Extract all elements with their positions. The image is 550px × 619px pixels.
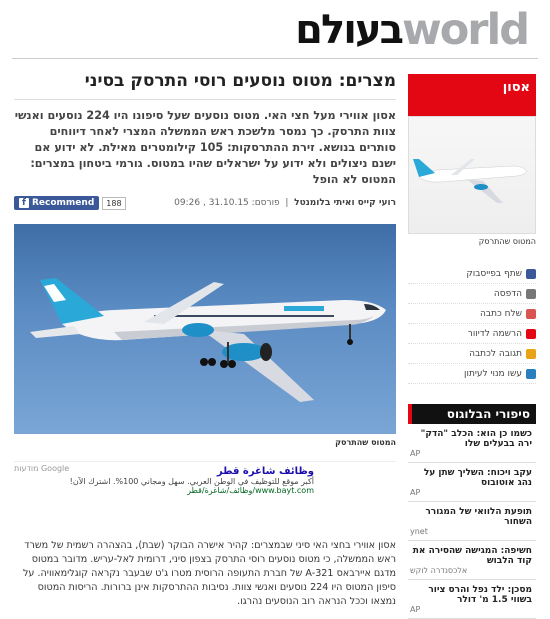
blog-title: מסכן: ילד נפל והרס ציור בשווי 1.5 מ' דולר [428, 585, 532, 605]
blog-title: עקב ויכוח: השליך שתן על נהג אוטובוס [423, 468, 532, 488]
tool-label: עשו מנוי לעיתון [464, 368, 522, 379]
tool-label: הרשמה לדיוור [467, 328, 522, 339]
blog-item[interactable] [408, 541, 536, 580]
byline-row [14, 196, 396, 210]
airplane-image [14, 224, 396, 434]
sidebar [408, 74, 536, 619]
tool-print[interactable] [408, 284, 536, 304]
facebook-icon [526, 269, 536, 279]
byline: רועי קייס ואיתי בלומנטל | פורסם: 31.10.15 , 09:26 [174, 198, 396, 208]
newsletter-icon [526, 329, 536, 339]
site-logo[interactable] [295, 5, 528, 55]
blog-title: כשמו כן הוא: הכלב "הדק" ירה בבעלים שלו [420, 429, 532, 449]
ad-text: أكبر موقع للتوظيف في الوطن العربي. سهل ومجاني 100%. اشترك الآن! [69, 477, 314, 486]
sidebar-photo-caption: המטוס שהתרסק [478, 237, 536, 246]
logo-hebrew: בעולם [295, 7, 402, 53]
article-headline: מצרים: מטוס נוסעים רוסי התרסק בסיני [84, 71, 396, 91]
tool-comment[interactable] [408, 344, 536, 364]
google-ad[interactable] [14, 461, 396, 511]
byline-date: 31.10.15 , 09:26 [174, 198, 249, 208]
tool-label: תגובה לכתבה [469, 348, 522, 359]
article-photo-caption: המטוס שהתרסק [335, 438, 396, 447]
blog-item[interactable] [408, 463, 536, 502]
tool-subscribe[interactable] [408, 364, 536, 384]
header-divider [12, 58, 538, 59]
byline-author[interactable]: רועי קייס ואיתי בלומנטל [294, 198, 396, 208]
sidebar-airplane-image [407, 117, 535, 235]
article-lead: אסון אווירי מעל חצי האי. מטוס נוסעים שעל סיפונו היו 224 נוסעים ואנשי צוות התרסק. כך נמסר מלשכת ראש הממשלה המצרי לאחר דיווחים סותרים בנושא. זירת ההתרסקות: 105 קילומטרים מאילת. לא ידוע אם ישנם ניצולים ולא ידוע על ישראלים שהיו במטוס. גורמי ביטחון במצרים: המטוס לא הופל [14, 109, 396, 186]
tool-newsletter[interactable] [408, 324, 536, 344]
logo-english: world [402, 5, 528, 55]
sidebar-photo[interactable] [408, 116, 536, 234]
ad-url[interactable]: www.bayt.com/وظائف/شاغرة/قطر [187, 486, 314, 495]
blog-item[interactable] [408, 502, 536, 541]
ad-title[interactable]: وظائف شاغرة قطر [216, 466, 314, 477]
blog-item[interactable] [408, 424, 536, 463]
blog-source: AP [410, 449, 421, 458]
facebook-recommend-count: 188 [102, 197, 125, 210]
tool-share-facebook[interactable] [408, 264, 536, 284]
newspaper-icon [526, 369, 536, 379]
blog-source: ynet [410, 527, 428, 536]
blog-source: AP [410, 605, 421, 614]
facebook-icon: f [19, 198, 29, 208]
blog-item[interactable] [408, 580, 536, 619]
article-photo[interactable] [14, 224, 396, 434]
blog-source: אלכסנדרה לוקש [410, 566, 468, 575]
tool-label: הדפסה [493, 288, 522, 299]
category-banner[interactable] [408, 74, 536, 116]
article-main [14, 62, 396, 609]
headline-divider [14, 99, 396, 100]
tool-send-article[interactable] [408, 304, 536, 324]
print-icon [526, 289, 536, 299]
tool-label: שלח כתבה [480, 308, 522, 319]
mail-icon [526, 309, 536, 319]
google-ads-label[interactable]: מודעות Google [14, 464, 70, 473]
facebook-recommend-label: Recommend [32, 198, 95, 208]
article-body: אסון אווירי בחצי האי סיני שבמצרים: קהיר אישרה הבוקר (שבת), בהצהרה רשמית של משרד ראש הממשלה, כי מטוס נוסעים רוסי התרסק בצפון סיני, דרומית לאל-עריש. מדובר במטוס מדגם איירבאס A-321 של חברת התעופה הרוסית מטרו ג'ט שבעבר נקראה קוגלימאוויה. על סיפון המטוס היו 224 נוסעים ואנשי צוות. נסיבות ההתרסקות אינן ברורות. הריסות המטוס נמצאו וככל הנראה רוב הנוסעים נהרגו. [22, 540, 396, 607]
tool-label: שתף בפייסבוק [466, 268, 522, 279]
blog-title: חשיפה: המגישה שהסירה את קוד הלבוש [412, 546, 532, 566]
facebook-recommend [14, 196, 126, 210]
blog-title: תופעת הלוואי של המגורר השחור [425, 507, 532, 527]
blog-source: AP [410, 488, 421, 497]
blogs-heading: סיפורי הבלוגוס [408, 404, 536, 424]
category-label: אסון [502, 80, 530, 95]
comment-icon [526, 349, 536, 359]
byline-published: פורסם: [251, 198, 280, 208]
facebook-recommend-button[interactable] [14, 196, 99, 210]
article-tools [408, 264, 536, 384]
